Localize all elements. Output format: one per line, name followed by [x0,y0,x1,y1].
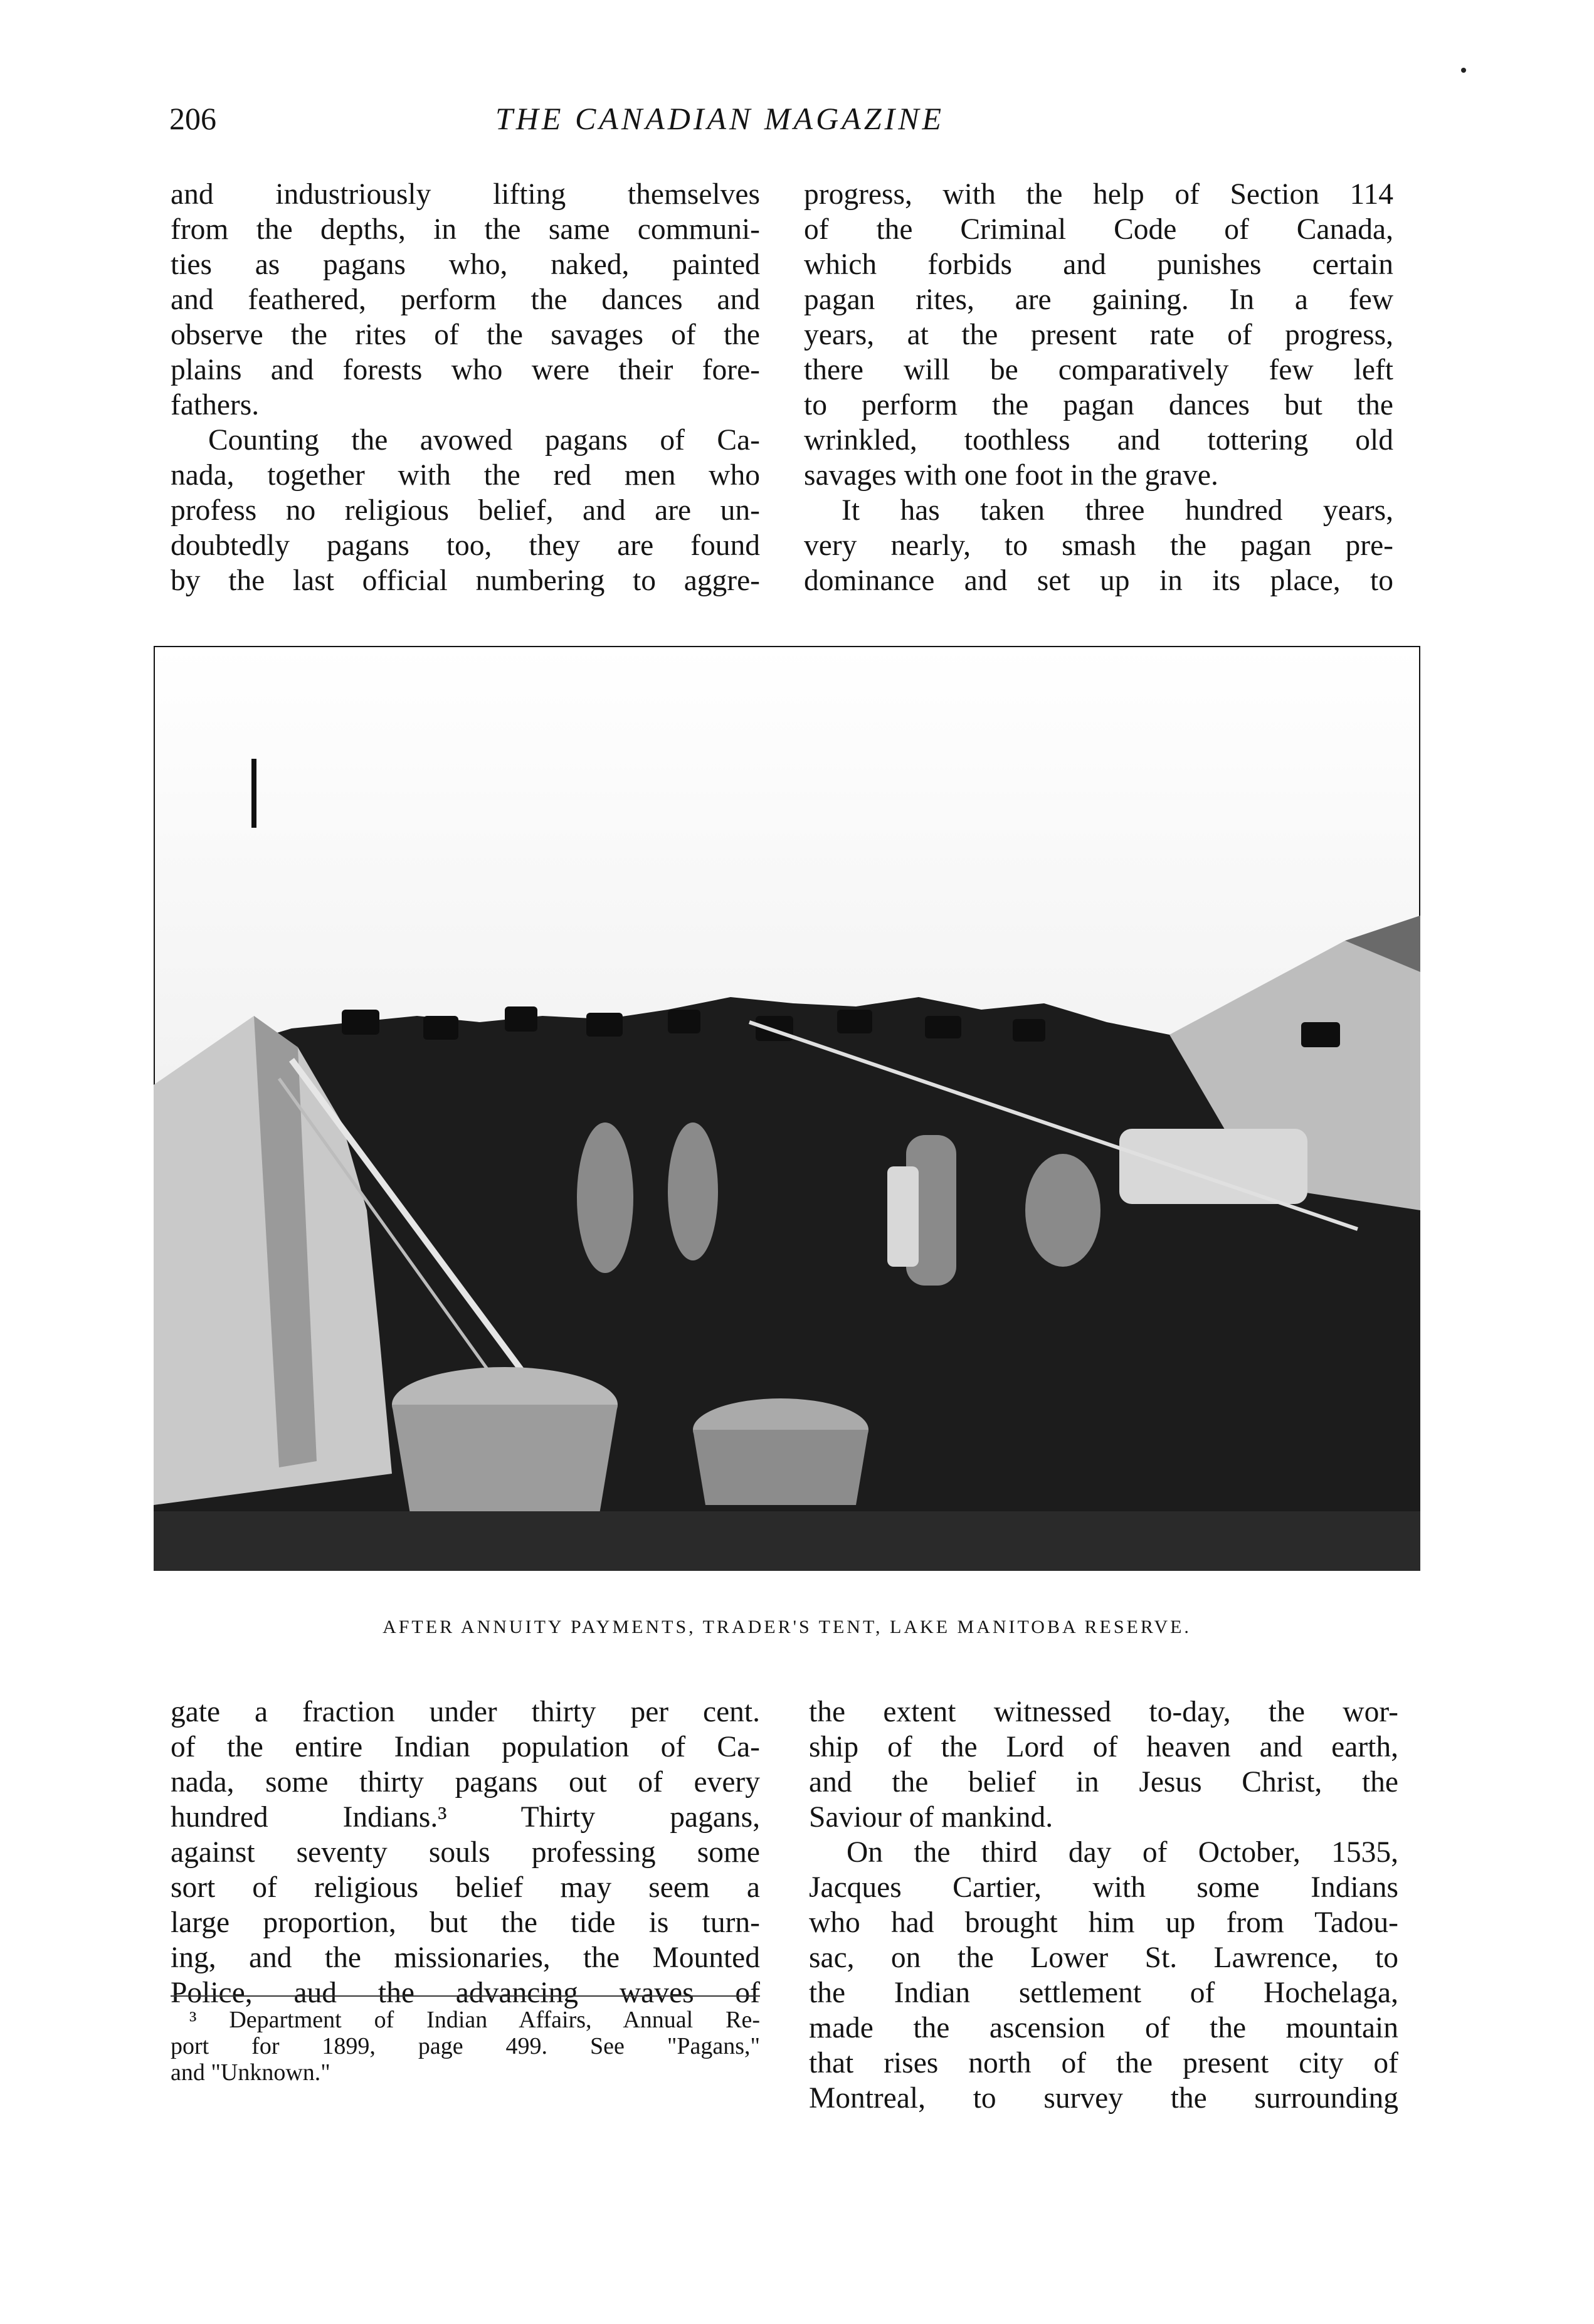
text-line: the Indian settlement of Hochelaga, [809,1977,1398,2009]
footnote [171,2007,760,2086]
footnote-divider [171,1995,760,1997]
text-line: Saviour of mankind. [809,1801,1053,1834]
footnote-line: port for 1899, page 499. See "Pagans," [171,2033,760,2059]
text-line: sort of religious belief may seem a [171,1871,760,1904]
text-line: plains and forests who were their fore- [171,354,760,386]
text-line: savages with one foot in the grave. [804,459,1218,492]
footnote-line: ³ Department of Indian Affairs, Annual Re- [189,2007,760,2033]
text-line: which forbids and punishes certain [804,248,1393,281]
text-line: to perform the pagan dances but the [804,389,1393,421]
text-line: pagan rites, are gaining. In a few [804,283,1393,316]
text-line: nada, some thirty pagans out of every [171,1766,760,1798]
text-line: made the ascension of the mountain [809,2012,1398,2044]
text-line: against seventy souls professing some [171,1836,760,1869]
text-line: It has taken three hundred years, [842,494,1393,527]
text-line: profess no religious belief, and are un- [171,494,760,527]
text-line: Jacques Cartier, with some Indians [809,1871,1398,1904]
text-line: sac, on the Lower St. Lawrence, to [809,1941,1398,1974]
text-line: fathers. [171,389,260,421]
text-line: gate a fraction under thirty per cent. [171,1696,760,1728]
text-line: observe the rites of the savages of the [171,319,760,351]
text-line: the extent witnessed to-day, the wor- [809,1696,1398,1728]
photograph-illustration [154,646,1420,1571]
text-line: ing, and the missionaries, the Mounted [171,1941,760,1974]
text-line: years, at the present rate of progress, [804,319,1393,351]
running-title: THE CANADIAN MAGAZINE [495,101,945,136]
top-right-column [804,177,1393,598]
page-number: 206 [169,101,216,136]
bottom-right-column [809,1694,1398,2116]
text-line: and feathered, perform the dances and [171,283,760,316]
bottom-left-column [171,1694,760,2010]
text-line: Counting the avowed pagans of Ca- [208,424,760,457]
text-line: On the third day of October, 1535, [847,1836,1398,1869]
text-line: Police, aud the advancing waves of [171,1977,760,2009]
text-line: ties as pagans who, naked, painted [171,248,760,281]
stray-dot [1461,68,1466,73]
text-line: large proportion, but the tide is turn- [171,1906,760,1939]
text-line: by the last official numbering to aggre- [171,564,760,597]
text-line: of the entire Indian population of Ca- [171,1731,760,1763]
text-line: there will be comparatively few left [804,354,1393,386]
text-line: very nearly, to smash the pagan pre- [804,529,1393,562]
text-line: dominance and set up in its place, to [804,564,1393,597]
text-line: nada, together with the red men who [171,459,760,492]
text-line: wrinkled, toothless and tottering old [804,424,1393,457]
text-line: progress, with the help of Section 114 [804,178,1393,211]
footnote-line: and "Unknown." [171,2059,330,2086]
text-line: of the Criminal Code of Canada, [804,213,1393,246]
text-line: that rises north of the present city of [809,2047,1398,2079]
text-line: Montreal, to survey the surrounding [809,2082,1398,2115]
text-line: ship of the Lord of heaven and earth, [809,1731,1398,1763]
text-line: and industriously lifting themselves [171,178,760,211]
text-line: and the belief in Jesus Christ, the [809,1766,1398,1798]
text-line: hundred Indians.³ Thirty pagans, [171,1801,760,1834]
photograph [154,646,1420,1571]
text-line: doubtedly pagans too, they are found [171,529,760,562]
figure-caption: AFTER ANNUITY PAYMENTS, TRADER'S TENT, LAKE MANITOBA RESERVE. [383,1617,1191,1637]
text-line: from the depths, in the same communi- [171,213,760,246]
text-line: who had brought him up from Tadou- [809,1906,1398,1939]
top-left-column [171,177,760,598]
